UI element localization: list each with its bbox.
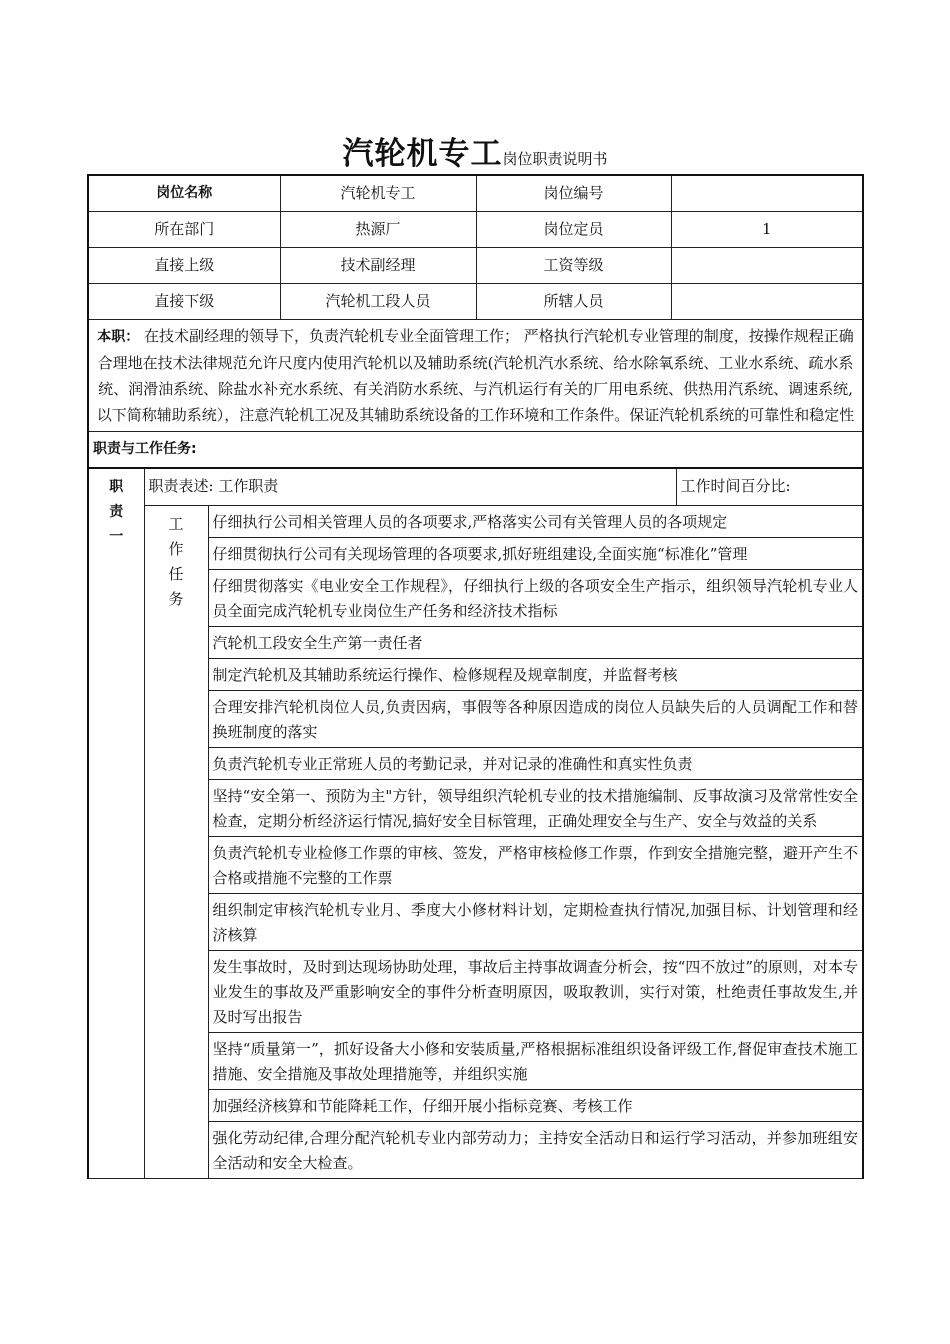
- task-item: 负责汽轮机专业检修工作票的审核、签发，严格审核检修工作票，作到安全措施完整，避开产生不合格或措施不完整的工作票: [208, 836, 863, 893]
- summary-row: [88, 320, 863, 432]
- task-item: 仔细执行公司相关管理人员的各项要求,严格落实公司有关管理人员的各项规定: [208, 505, 863, 537]
- task-item: 制定汽轮机及其辅助系统运行操作、检修规程及规章制度，并监督考核: [208, 658, 863, 690]
- task-item: 坚持“安全第一、预防为主"方针，领导组织汽轮机专业的技术措施编制、反事故演习及常常性安全检查，定期分析经济运行情况,搞好安全目标管理，正确处理安全与生产、安全与效益的关系: [208, 779, 863, 836]
- info-value: 汽轮机专工: [280, 175, 476, 212]
- title-main: 汽轮机专工: [342, 136, 503, 172]
- info-label: 直接下级: [88, 284, 280, 320]
- task-label: 工 作 任 务: [144, 505, 208, 1178]
- job-summary: [88, 320, 863, 432]
- info-value: 技术副经理: [280, 248, 476, 284]
- title-sub: 岗位职责说明书: [502, 150, 608, 168]
- info-label: 直接上级: [88, 248, 280, 284]
- task-item: 加强经济核算和节能降耗工作，仔细开展小指标竞赛、考核工作: [208, 1089, 863, 1121]
- duty-header-row: [88, 469, 863, 505]
- info-label: 所辖人员: [476, 284, 671, 320]
- info-label: 岗位名称: [88, 175, 280, 212]
- task-item: 发生事故时，及时到达现场协助处理，事故后主持事故调查分析会，按“四不放过”的原则，对本专业发生的事故及严重影响安全的事件分析查明原因，吸取教训，实行对策，杜绝责任事故发生,并及时写出报告: [208, 950, 863, 1032]
- duties-heading: 职责与工作任务:: [88, 432, 863, 469]
- task-item: 坚持“质量第一”，抓好设备大小修和安装质量,严格根据标准组织设备评级工作,督促审查技术施工措施、安全措施及事故处理措施等，并组织实施: [208, 1032, 863, 1089]
- task-item: 负责汽轮机专业正常班人员的考勤记录，并对记录的准确性和真实性负责: [208, 747, 863, 779]
- info-label: 岗位编号: [476, 175, 671, 212]
- info-value: 1: [671, 212, 863, 248]
- job-description-sheet: [87, 174, 862, 1179]
- duty-time-percentage: 工作时间百分比:: [676, 469, 863, 505]
- info-label: 工资等级: [476, 248, 671, 284]
- summary-text: 在技术副经理的领导下，负责汽轮机专业全面管理工作； 严格执行汽轮机专业管理的制度，按操作规程正确合理地在技术法律规范允许尺度内使用汽轮机以及辅助系统(汽轮机汽水系统、给水除氧系统、工业水系统、疏水系统、润滑油系统、除盐水补充水系统、有关消防水系统、与汽机运行有关的厂用电系统、供热用汽系统、调速系统,以下简称辅助系统），注意汽轮机工况及其辅助系统设备的工作环境和工作条件。保证汽轮机系统的可靠性和稳定性: [96, 327, 855, 424]
- task-item: 汽轮机工段安全生产第一责任者: [208, 626, 863, 658]
- info-value: 热源厂: [280, 212, 476, 248]
- info-value: [671, 248, 863, 284]
- info-row: [88, 248, 863, 284]
- info-table: [87, 174, 864, 469]
- document-title: [0, 128, 950, 173]
- info-row: [88, 175, 863, 212]
- task-item: 组织制定审核汽轮机专业月、季度大小修材料计划，定期检查执行情况,加强目标、计划管理和经济核算: [208, 893, 863, 950]
- info-value: 汽轮机工段人员: [280, 284, 476, 320]
- duty-description: 职责表述: 工作职责: [144, 469, 676, 505]
- info-label: 所在部门: [88, 212, 280, 248]
- info-value: [671, 175, 863, 212]
- info-row: [88, 212, 863, 248]
- info-label: 岗位定员: [476, 212, 671, 248]
- summary-label: 本职：: [97, 329, 140, 345]
- task-item: 合理安排汽轮机岗位人员,负责因病，事假等各种原因造成的岗位人员缺失后的人员调配工作和替换班制度的落实: [208, 690, 863, 747]
- info-row: [88, 284, 863, 320]
- task-item: 仔细贯彻执行公司有关现场管理的各项要求,抓好班组建设,全面实施“标准化”管理: [208, 537, 863, 569]
- task-item: 强化劳动纪律,合理分配汽轮机专业内部劳动力；主持安全活动日和运行学习活动，并参加班组安全活动和安全大检查。: [208, 1121, 863, 1178]
- duty-table: [87, 469, 864, 1179]
- info-value: [671, 284, 863, 320]
- task-row: [88, 505, 863, 537]
- duties-heading-row: [88, 432, 863, 469]
- task-item: 仔细贯彻落实《电业安全工作规程》，仔细执行上级的各项安全生产指示，组织领导汽轮机专业人员全面完成汽轮机专业岗位生产任务和经济技术指标: [208, 569, 863, 626]
- duty-number-label: 职 责 一: [88, 469, 144, 1178]
